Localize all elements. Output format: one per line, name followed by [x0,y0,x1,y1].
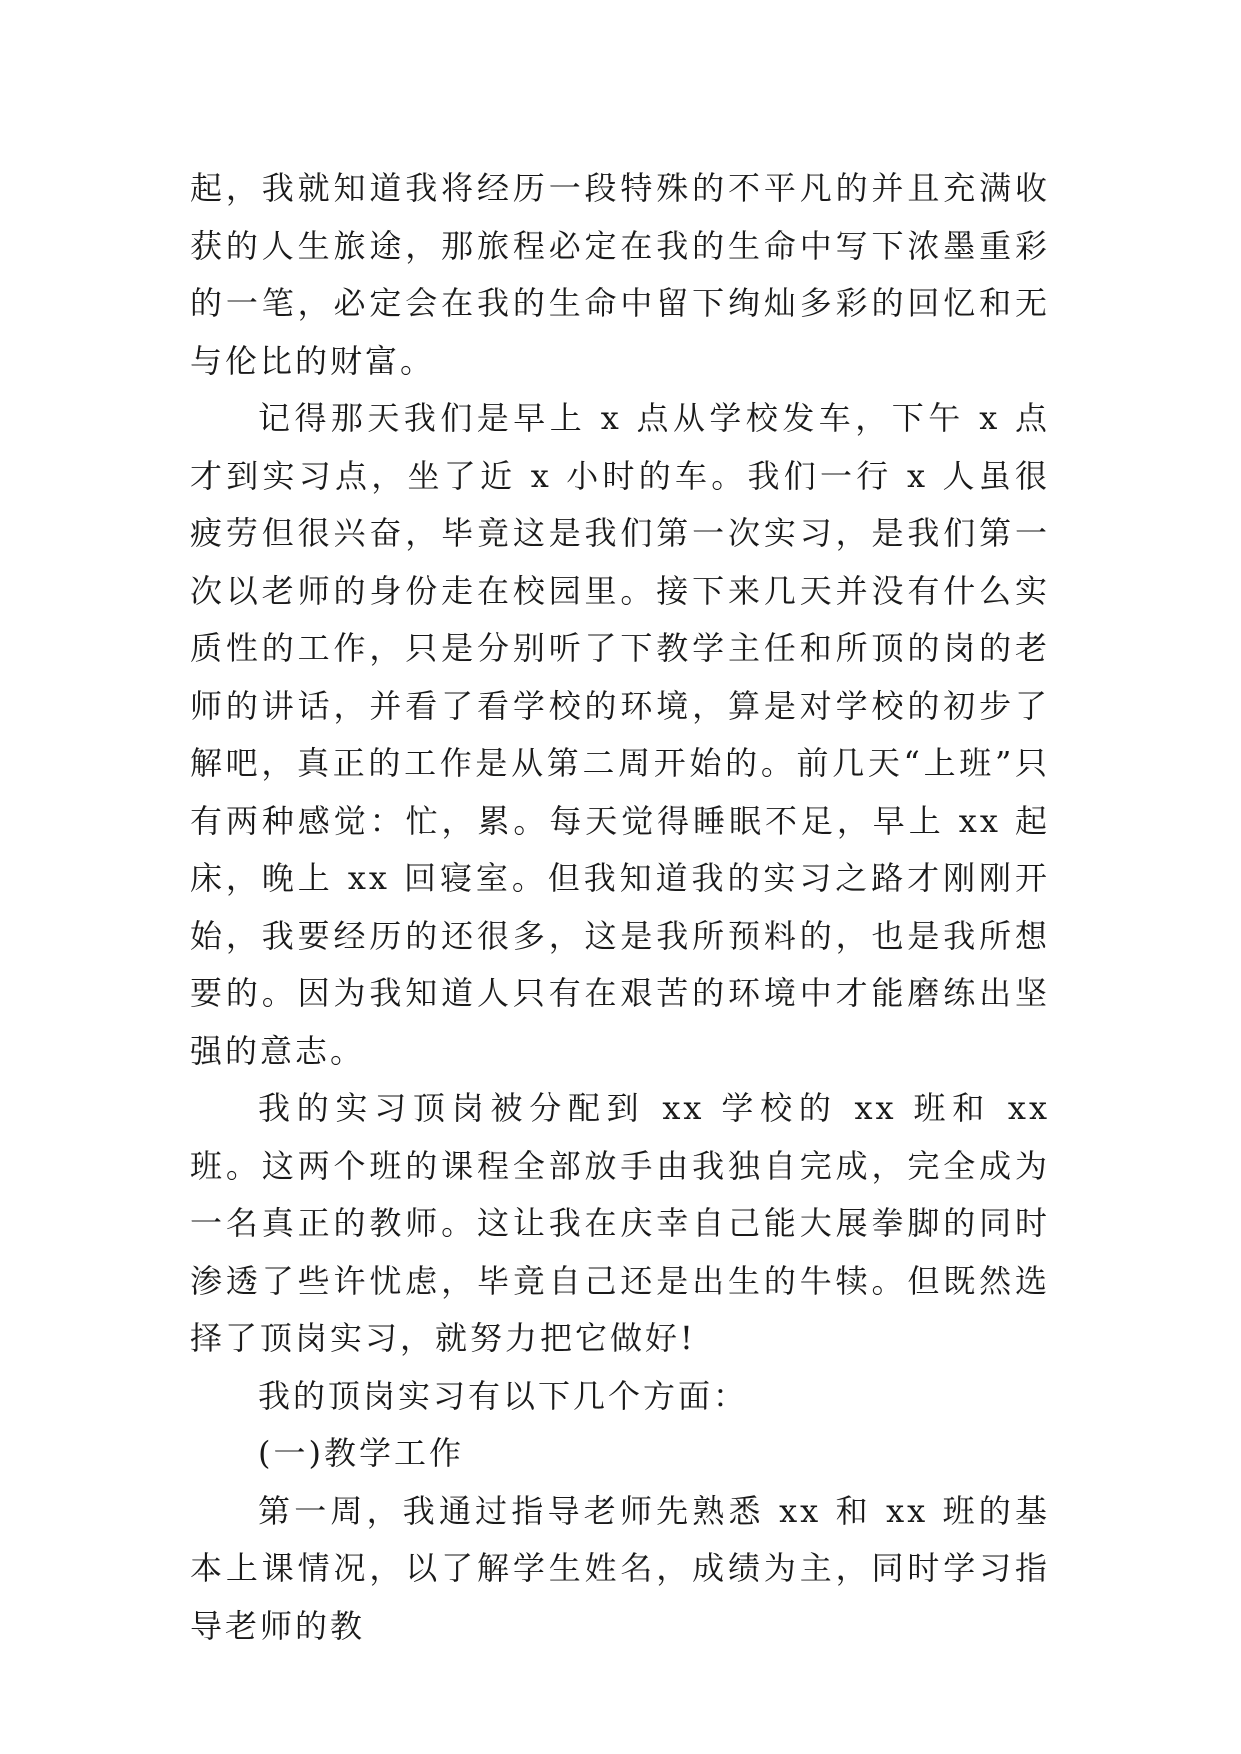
paragraph-4: 我的顶岗实习有以下几个方面： [258,1376,749,1415]
paragraph-1: 起，我就知道我将经历一段特殊的不平凡的并且充满收获的人生旅途，那旅程必定在我的生命中写下浓墨重彩的一笔，必定会在我的生命中留下绚灿多彩的回忆和无与伦比的财富。 [190,169,1050,380]
section-heading-teaching: (一)教学工作 [258,1434,464,1472]
paragraph-3: 我的实习顶岗被分配到 xx 学校的 xx 班和 xx 班。这两个班的课程全部放手由我独自完成，完全成为一名真正的教师。这让我在庆幸自己能大展拳脚的同时渗透了些许忧虑，毕竟自己还是出生的牛犊。但既然选择了顶岗实习，就努力把它做好! [190,1089,1050,1357]
paragraph-2: 记得那天我们是早上 x 点从学校发车，下午 x 点才到实习点，坐了近 x 小时的车。我们一行 x 人虽很疲劳但很兴奋，毕竟这是我们第一次实习，是我们第一次以老师的身份走在校园里。接下来几天并没有什么实质性的工作，只是分别听了下教学主任和所顶的岗的老师的讲话，并看了看学校的环境，算是对学校的初步了解吧，真正的工作是从第二周开始的。前几天“上班”只有两种感觉：忙，累。每天觉得睡眠不足，早上 xx 起床，晚上 xx 回寝室。但我知道我的实习之路才刚刚开始，我要经历的还很多，这是我所预料的，也是我所想要的。因为我知道人只有在艰苦的环境中才能磨练出坚强的意志。 [190,399,1050,1070]
document-body [190,160,1050,1655]
paragraph-5: 第一周，我通过指导老师先熟悉 xx 和 xx 班的基本上课情况，以了解学生姓名，成绩为主，同时学习指导老师的教 [190,1491,1050,1645]
